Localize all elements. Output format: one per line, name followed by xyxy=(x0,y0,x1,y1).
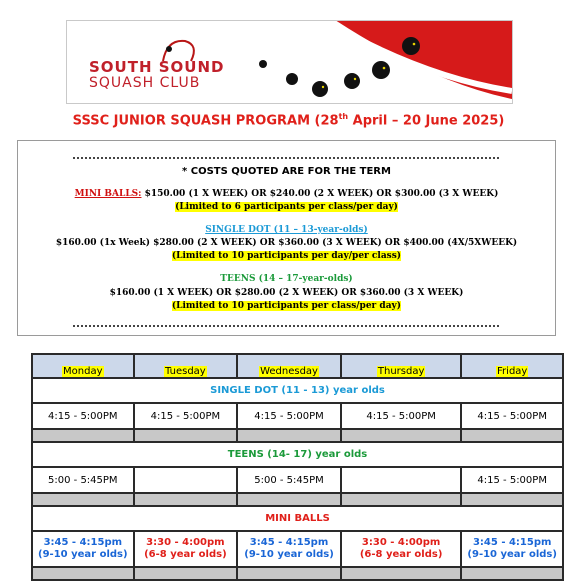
day-header-row xyxy=(32,354,563,378)
single-dot-label: SINGLE DOT (11 – 13-year-olds) xyxy=(205,225,368,235)
time-cell: 4:15 - 5:00PM xyxy=(461,467,563,493)
teens-heading-row xyxy=(32,442,563,467)
day-header: Tuesday xyxy=(134,354,238,378)
time-cell xyxy=(134,467,238,493)
mini-balls-heading-row xyxy=(32,506,563,531)
single-dot-prices: $160.00 (1x Week) $280.00 (2 X WEEK) OR $360.00 (3 X WEEK) OR $400.00 (4X/5XWEEK) xyxy=(55,238,518,248)
time-cell: 4:15 - 5:00PM xyxy=(32,403,134,429)
day-header: Thursday xyxy=(341,354,462,378)
mini-balls-prices: MINI BALLS: $150.00 (1 X WEEK) OR $240.00 (2 X WEEK) OR $300.00 (3 X WEEK) xyxy=(74,189,499,199)
time-cell: 5:00 - 5:45PM xyxy=(237,467,341,493)
teens-times-row xyxy=(32,467,563,493)
mini-balls-heading: MINI BALLS xyxy=(32,506,563,531)
time-cell: 4:15 - 5:00PM xyxy=(461,403,563,429)
time-cell: 5:00 - 5:45PM xyxy=(32,467,134,493)
day-header: Wednesday xyxy=(237,354,341,378)
day-header: Friday xyxy=(461,354,563,378)
spacer-row xyxy=(32,567,563,580)
mini-balls-note: (Limited to 6 participants per class/per day) xyxy=(175,202,398,212)
time-cell: 3:30 - 4:00pm (6-8 year olds) xyxy=(134,531,238,567)
day-header: Monday xyxy=(32,354,134,378)
spacer-row xyxy=(32,493,563,506)
time-cell: 3:45 - 4:15pm (9-10 year olds) xyxy=(32,531,134,567)
logo-line1: SOUTH SOUND xyxy=(89,58,225,76)
time-cell: 4:15 - 5:00PM xyxy=(237,403,341,429)
time-cell xyxy=(341,467,462,493)
dotted-divider xyxy=(73,157,499,159)
logo-line2: SQUASH CLUB xyxy=(89,75,201,91)
costs-heading: * COSTS QUOTED ARE FOR THE TERM xyxy=(182,166,391,177)
time-cell: 3:45 - 4:15pm (9-10 year olds) xyxy=(461,531,563,567)
teens-heading: TEENS (14- 17) year olds xyxy=(32,442,563,467)
schedule-table xyxy=(31,353,564,581)
single-dot-heading: SINGLE DOT (11 - 13) year olds xyxy=(32,378,563,403)
time-cell: 4:15 - 5:00PM xyxy=(341,403,462,429)
dotted-divider xyxy=(73,325,499,327)
teens-label: TEENS (14 – 17-year-olds) xyxy=(220,274,353,284)
teens-prices: $160.00 (1 X WEEK) OR $280.00 (2 X WEEK) OR $360.00 (3 X WEEK) xyxy=(109,288,464,298)
spacer-row xyxy=(32,429,563,442)
single-dot-note: (Limited to 10 participants per day/per class) xyxy=(171,251,402,261)
club-logo xyxy=(66,20,513,104)
mini-balls-times-row xyxy=(32,531,563,567)
time-cell: 3:45 - 4:15pm (9-10 year olds) xyxy=(237,531,341,567)
teens-note: (Limited to 10 participants per class/per day) xyxy=(171,301,402,311)
time-cell: 4:15 - 5:00PM xyxy=(134,403,238,429)
single-dot-heading-row xyxy=(32,378,563,403)
time-cell: 3:30 - 4:00pm (6-8 year olds) xyxy=(341,531,462,567)
single-dot-times-row xyxy=(32,403,563,429)
program-title: SSSC JUNIOR SQUASH PROGRAM (28th April – 20 June 2025) xyxy=(72,112,505,129)
costs-box xyxy=(17,140,556,336)
